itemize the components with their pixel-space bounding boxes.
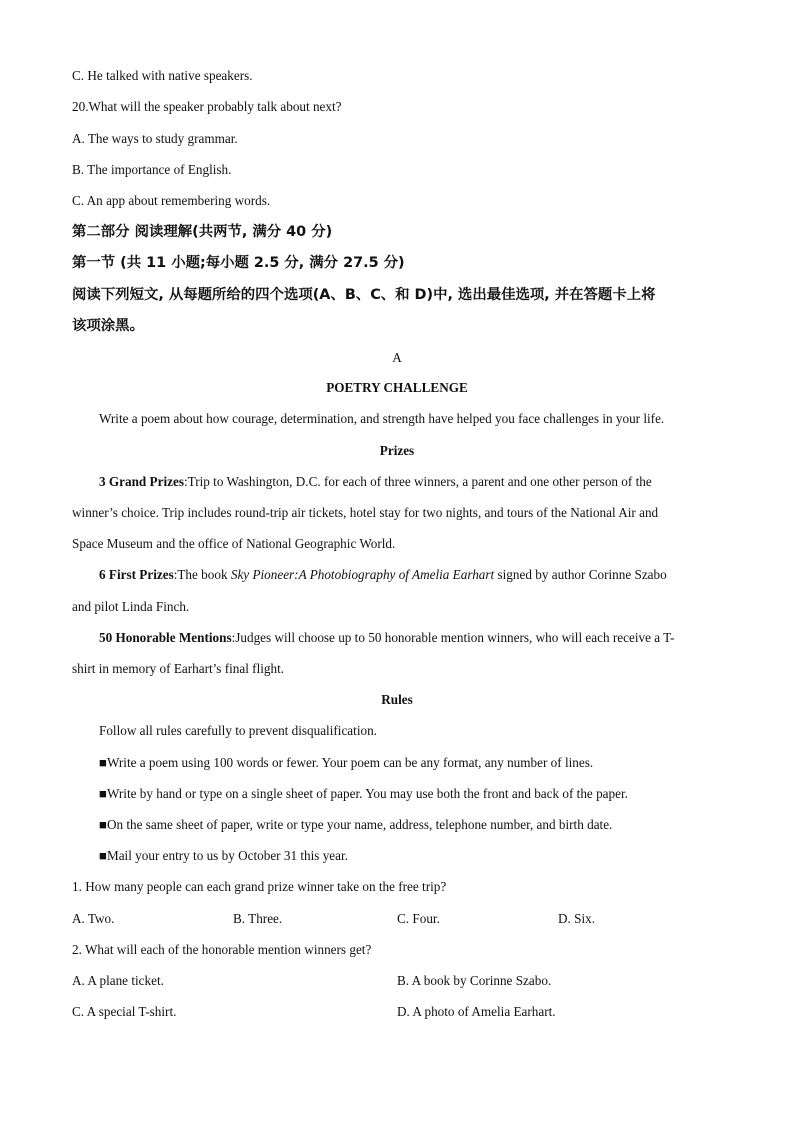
book-title: Sky Pioneer:A Photobiography of Amelia Earhart xyxy=(230,567,495,582)
grand-prize-line-3: Space Museum and the office of National Geographic World. xyxy=(72,536,396,551)
prizes-heading: Prizes xyxy=(379,443,415,458)
honorable-line-1 xyxy=(99,630,674,646)
passage-title: POETRY CHALLENGE xyxy=(326,380,468,395)
q20-question: 20.What will the speaker probably talk about next? xyxy=(72,99,342,114)
grand-prize-text: :Trip to Washington, D.C. for each of three winners, a parent and one other person of the xyxy=(183,474,652,489)
honorable-label: 50 Honorable Mentions xyxy=(99,630,232,645)
part2-heading: 第二部分 阅读理解(共两节, 满分 40 分) xyxy=(72,224,333,240)
section1-heading: 第一节 (共 11 小题;每小题 2.5 分, 满分 27.5 分) xyxy=(72,255,405,271)
q1-option-a: A. Two. xyxy=(72,911,115,926)
instruction-line-2: 该项涂黑。 xyxy=(72,318,144,334)
first-prize-line-1 xyxy=(99,567,667,583)
q20-option-a: A. The ways to study grammar. xyxy=(72,131,238,146)
q20-option-b: B. The importance of English. xyxy=(72,162,232,177)
rule-item: ■Write by hand or type on a single sheet of paper. You may use both the front and back of the paper. xyxy=(99,786,628,801)
honorable-line-2: shirt in memory of Earhart’s final flight. xyxy=(72,661,285,676)
q2-option-d: D. A photo of Amelia Earhart. xyxy=(397,1004,556,1019)
question-2: 2. What will each of the honorable mention winners get? xyxy=(72,942,372,957)
q19-option-c: C. He talked with native speakers. xyxy=(72,68,253,83)
rule-item: ■On the same sheet of paper, write or type your name, address, telephone number, and birth date. xyxy=(99,817,613,832)
rules-heading: Rules xyxy=(381,692,413,707)
rule-item: ■Mail your entry to us by October 31 this year. xyxy=(99,848,348,863)
question-1: 1. How many people can each grand prize winner take on the free trip? xyxy=(72,879,447,894)
rule-item: ■Write a poem using 100 words or fewer. Your poem can be any format, any number of lines. xyxy=(99,755,594,770)
first-prize-line-2: and pilot Linda Finch. xyxy=(72,599,190,614)
first-prize-text: :The book xyxy=(173,567,231,582)
q2-option-b: B. A book by Corinne Szabo. xyxy=(397,973,552,988)
rules-intro: Follow all rules carefully to prevent disqualification. xyxy=(99,723,377,738)
first-prize-label: 6 First Prizes xyxy=(99,567,174,582)
honorable-text: :Judges will choose up to 50 honorable mention winners, who will each receive a T- xyxy=(231,630,675,645)
first-prize-text-end: signed by author Corinne Szabo xyxy=(494,567,667,582)
q1-option-c: C. Four. xyxy=(397,911,440,926)
q2-option-a: A. A plane ticket. xyxy=(72,973,164,988)
passage-intro: Write a poem about how courage, determination, and strength have helped you face challenges in your life. xyxy=(99,411,665,426)
q2-option-c: C. A special T-shirt. xyxy=(72,1004,177,1019)
grand-prize-label: 3 Grand Prizes xyxy=(99,474,184,489)
grand-prize-line-1 xyxy=(99,474,652,490)
grand-prize-line-2: winner’s choice. Trip includes round-trip air tickets, hotel stay for two nights, and tours of the National Air and xyxy=(72,505,659,520)
q1-option-b: B. Three. xyxy=(233,911,283,926)
passage-label: A xyxy=(392,350,402,365)
q20-option-c: C. An app about remembering words. xyxy=(72,193,271,208)
instruction-line-1: 阅读下列短文, 从每题所给的四个选项(A、B、C、和 D)中, 选出最佳选项, 并在答题卡上将 xyxy=(72,287,656,303)
q1-option-d: D. Six. xyxy=(558,911,596,926)
